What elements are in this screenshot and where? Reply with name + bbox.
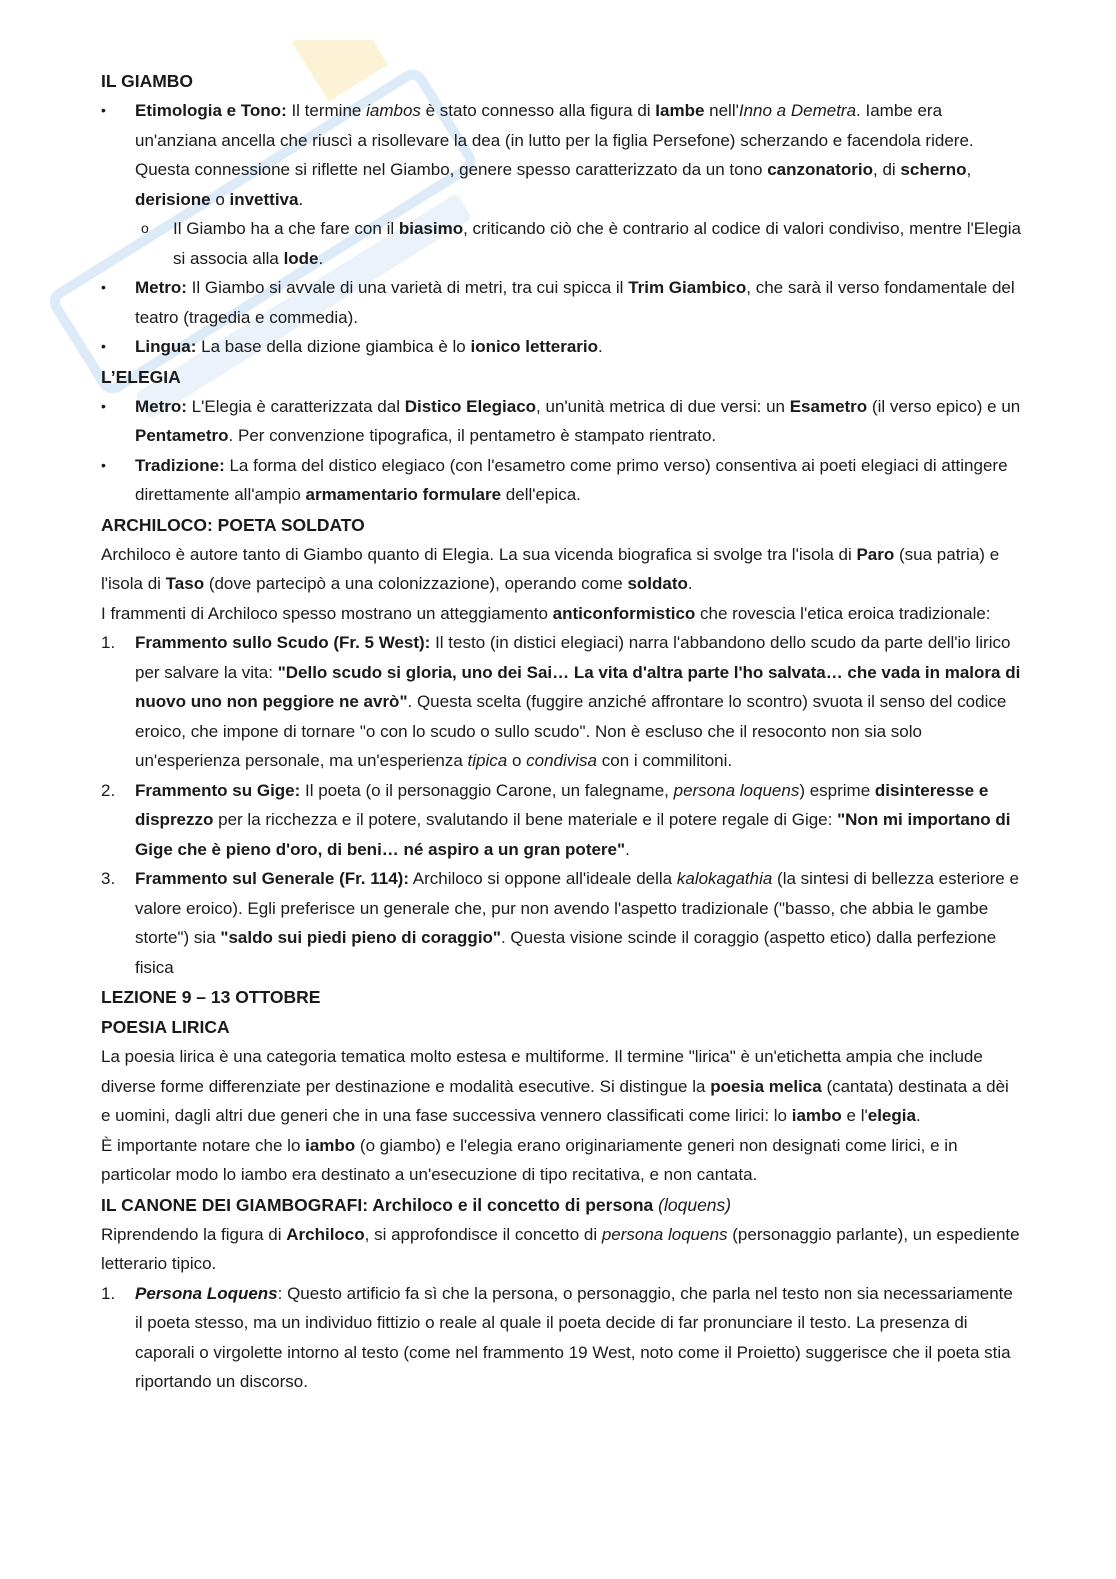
- circle-bullet-icon: o: [141, 220, 149, 236]
- bullet-icon: •: [101, 102, 106, 118]
- list-item: o Il Giambo ha a che fare con il biasimo, criticando ciò che è contrario al codice di valori condiviso, mentre l'Elegia si associa alla lode.: [101, 214, 1021, 273]
- list-item: 2. Frammento su Gige: Il poeta (o il personaggio Carone, un falegname, persona loquens) esprime disinteresse e disprezzo per la ricchezza e il potere, svalutando il bene materiale e il potere regale di Gige: "Non mi importano di Gige che è pieno d'oro, di beni… né aspiro a un gran potere".: [101, 776, 1021, 865]
- list-item: • Lingua: La base della dizione giambica è lo ionico letterario.: [101, 332, 1021, 362]
- list-item: • Tradizione: La forma del distico elegiaco (con l'esametro come primo verso) consentiva ai poeti elegiaci di attingere direttamente all'ampio armamentario formulare dell'epica.: [101, 451, 1021, 510]
- list-number: 1.: [101, 1283, 116, 1303]
- document-page: [101, 66, 1021, 1397]
- list-item: 3. Frammento sul Generale (Fr. 114): Archiloco si oppone all'ideale della kalokagathia (la sintesi di bellezza esteriore e valore eroico). Egli preferisce un generale che, pur non avendo l'aspetto tradizionale ("basso, che abbia le gambe storte") sia "saldo sui piedi pieno di coraggio". Questa visione scinde il coraggio (aspetto etico) dalla perfezione fisica: [101, 864, 1021, 982]
- list-number: 3.: [101, 869, 116, 888]
- bullet-icon: •: [101, 456, 106, 473]
- heading-canone: IL CANONE DEI GIAMBOGRAFI: Archiloco e il concetto di persona (loquens): [101, 1194, 732, 1215]
- elegia-list: [101, 392, 1021, 510]
- heading-lezione: LEZIONE 9 – 13 OTTOBRE: [101, 987, 321, 1007]
- list-item: 1. Frammento sullo Scudo (Fr. 5 West): Il testo (in distici elegiaci) narra l'abbandono dello scudo da parte dell'io lirico per salvare la vita: "Dello scudo si gloria, uno dei Sai… La vita d'altra parte l'ho salvata… che vada in malora di nuovo uno non peggiore ne avrò". Questa scelta (fuggire anziché affrontare lo scontro) svuota il senso del codice eroico, che impone di tornare "o con lo scudo o sullo scudo". Non è escluso che il resoconto non sia solo un'esperienza personale, ma un'esperienza tipica o condivisa con i commilitoni.: [101, 628, 1021, 776]
- bullet-icon: •: [101, 279, 106, 295]
- paragraph: La poesia lirica è una categoria tematica molto estesa e multiforme. Il termine "lirica" è un'etichetta ampia che include diverse forme differenziate per destinazione e modalità esecutive. Si distingue la poesia melica (cantata) destinata a dèi e uomini, dagli altri due generi che in una fase successiva vennero classificati come lirici: lo iambo e l'elegia.: [101, 1047, 1009, 1125]
- bullet-icon: •: [101, 397, 106, 414]
- paragraph: Archiloco è autore tanto di Giambo quanto di Elegia. La sua vicenda biografica si svolge tra l'isola di Paro (sua patria) e l'isola di Taso (dove partecipò a una colonizzazione), operando come soldato.: [101, 544, 1000, 593]
- heading-poesia-lirica: POESIA LIRICA: [101, 1017, 230, 1037]
- giambo-list: [101, 96, 1021, 214]
- giambo-sublist: [101, 214, 1021, 273]
- paragraph: I frammenti di Archiloco spesso mostrano un atteggiamento anticonformistico che rovescia l'etica eroica tradizionale:: [101, 603, 991, 623]
- heading-il-giambo: IL GIAMBO: [101, 71, 194, 91]
- frammenti-list: [101, 628, 1021, 982]
- giambo-list-2: [101, 273, 1021, 362]
- bullet-icon: •: [101, 338, 106, 354]
- paragraph: Riprendendo la figura di Archiloco, si approfondisce il concetto di persona loquens (personaggio parlante), un espediente letterario tipico.: [101, 1224, 1020, 1273]
- paragraph: È importante notare che lo iambo (o giambo) e l'elegia erano originariamente generi non designati come lirici, e in particolar modo lo iambo era destinato a un'esecuzione di tipo recitativa, e non cantata.: [101, 1135, 958, 1184]
- persona-list: [101, 1279, 1021, 1397]
- list-item: • Etimologia e Tono: Il termine iambos è stato connesso alla figura di Iambe nell'Inno a Demetra. Iambe era un'anziana ancella che riuscì a risollevare la dea (in lutto per la figlia Persefone) scherzando e facendola ridere. Questa connessione si riflette nel Giambo, genere spesso caratterizzato da un tono canzonatorio, di scherno, derisione o invettiva.: [101, 96, 1021, 214]
- list-number: 1.: [101, 633, 116, 652]
- list-item: • Metro: Il Giambo si avvale di una varietà di metri, tra cui spicca il Trim Giambico, che sarà il verso fondamentale del teatro (tragedia e commedia).: [101, 273, 1021, 332]
- list-item: 1. Persona Loquens: Questo artificio fa sì che la persona, o personaggio, che parla nel testo non sia necessariamente il poeta stesso, ma un individuo fittizio o reale al quale il poeta decide di far pronunciare il testo. La presenza di caporali o virgolette intorno al testo (come nel frammento 19 West, noto come il Proietto) suggerisce che il poeta stia riportando un discorso.: [101, 1279, 1021, 1397]
- heading-archiloco: ARCHILOCO: POETA SOLDATO: [101, 514, 365, 535]
- heading-elegia: L’ELEGIA: [101, 366, 181, 387]
- list-number: 2.: [101, 780, 116, 800]
- list-item: • Metro: L'Elegia è caratterizzata dal Distico Elegiaco, un'unità metrica di due versi: un Esametro (il verso epico) e un Pentametro. Per convenzione tipografica, il pentametro è stampato rientrato.: [101, 392, 1021, 451]
